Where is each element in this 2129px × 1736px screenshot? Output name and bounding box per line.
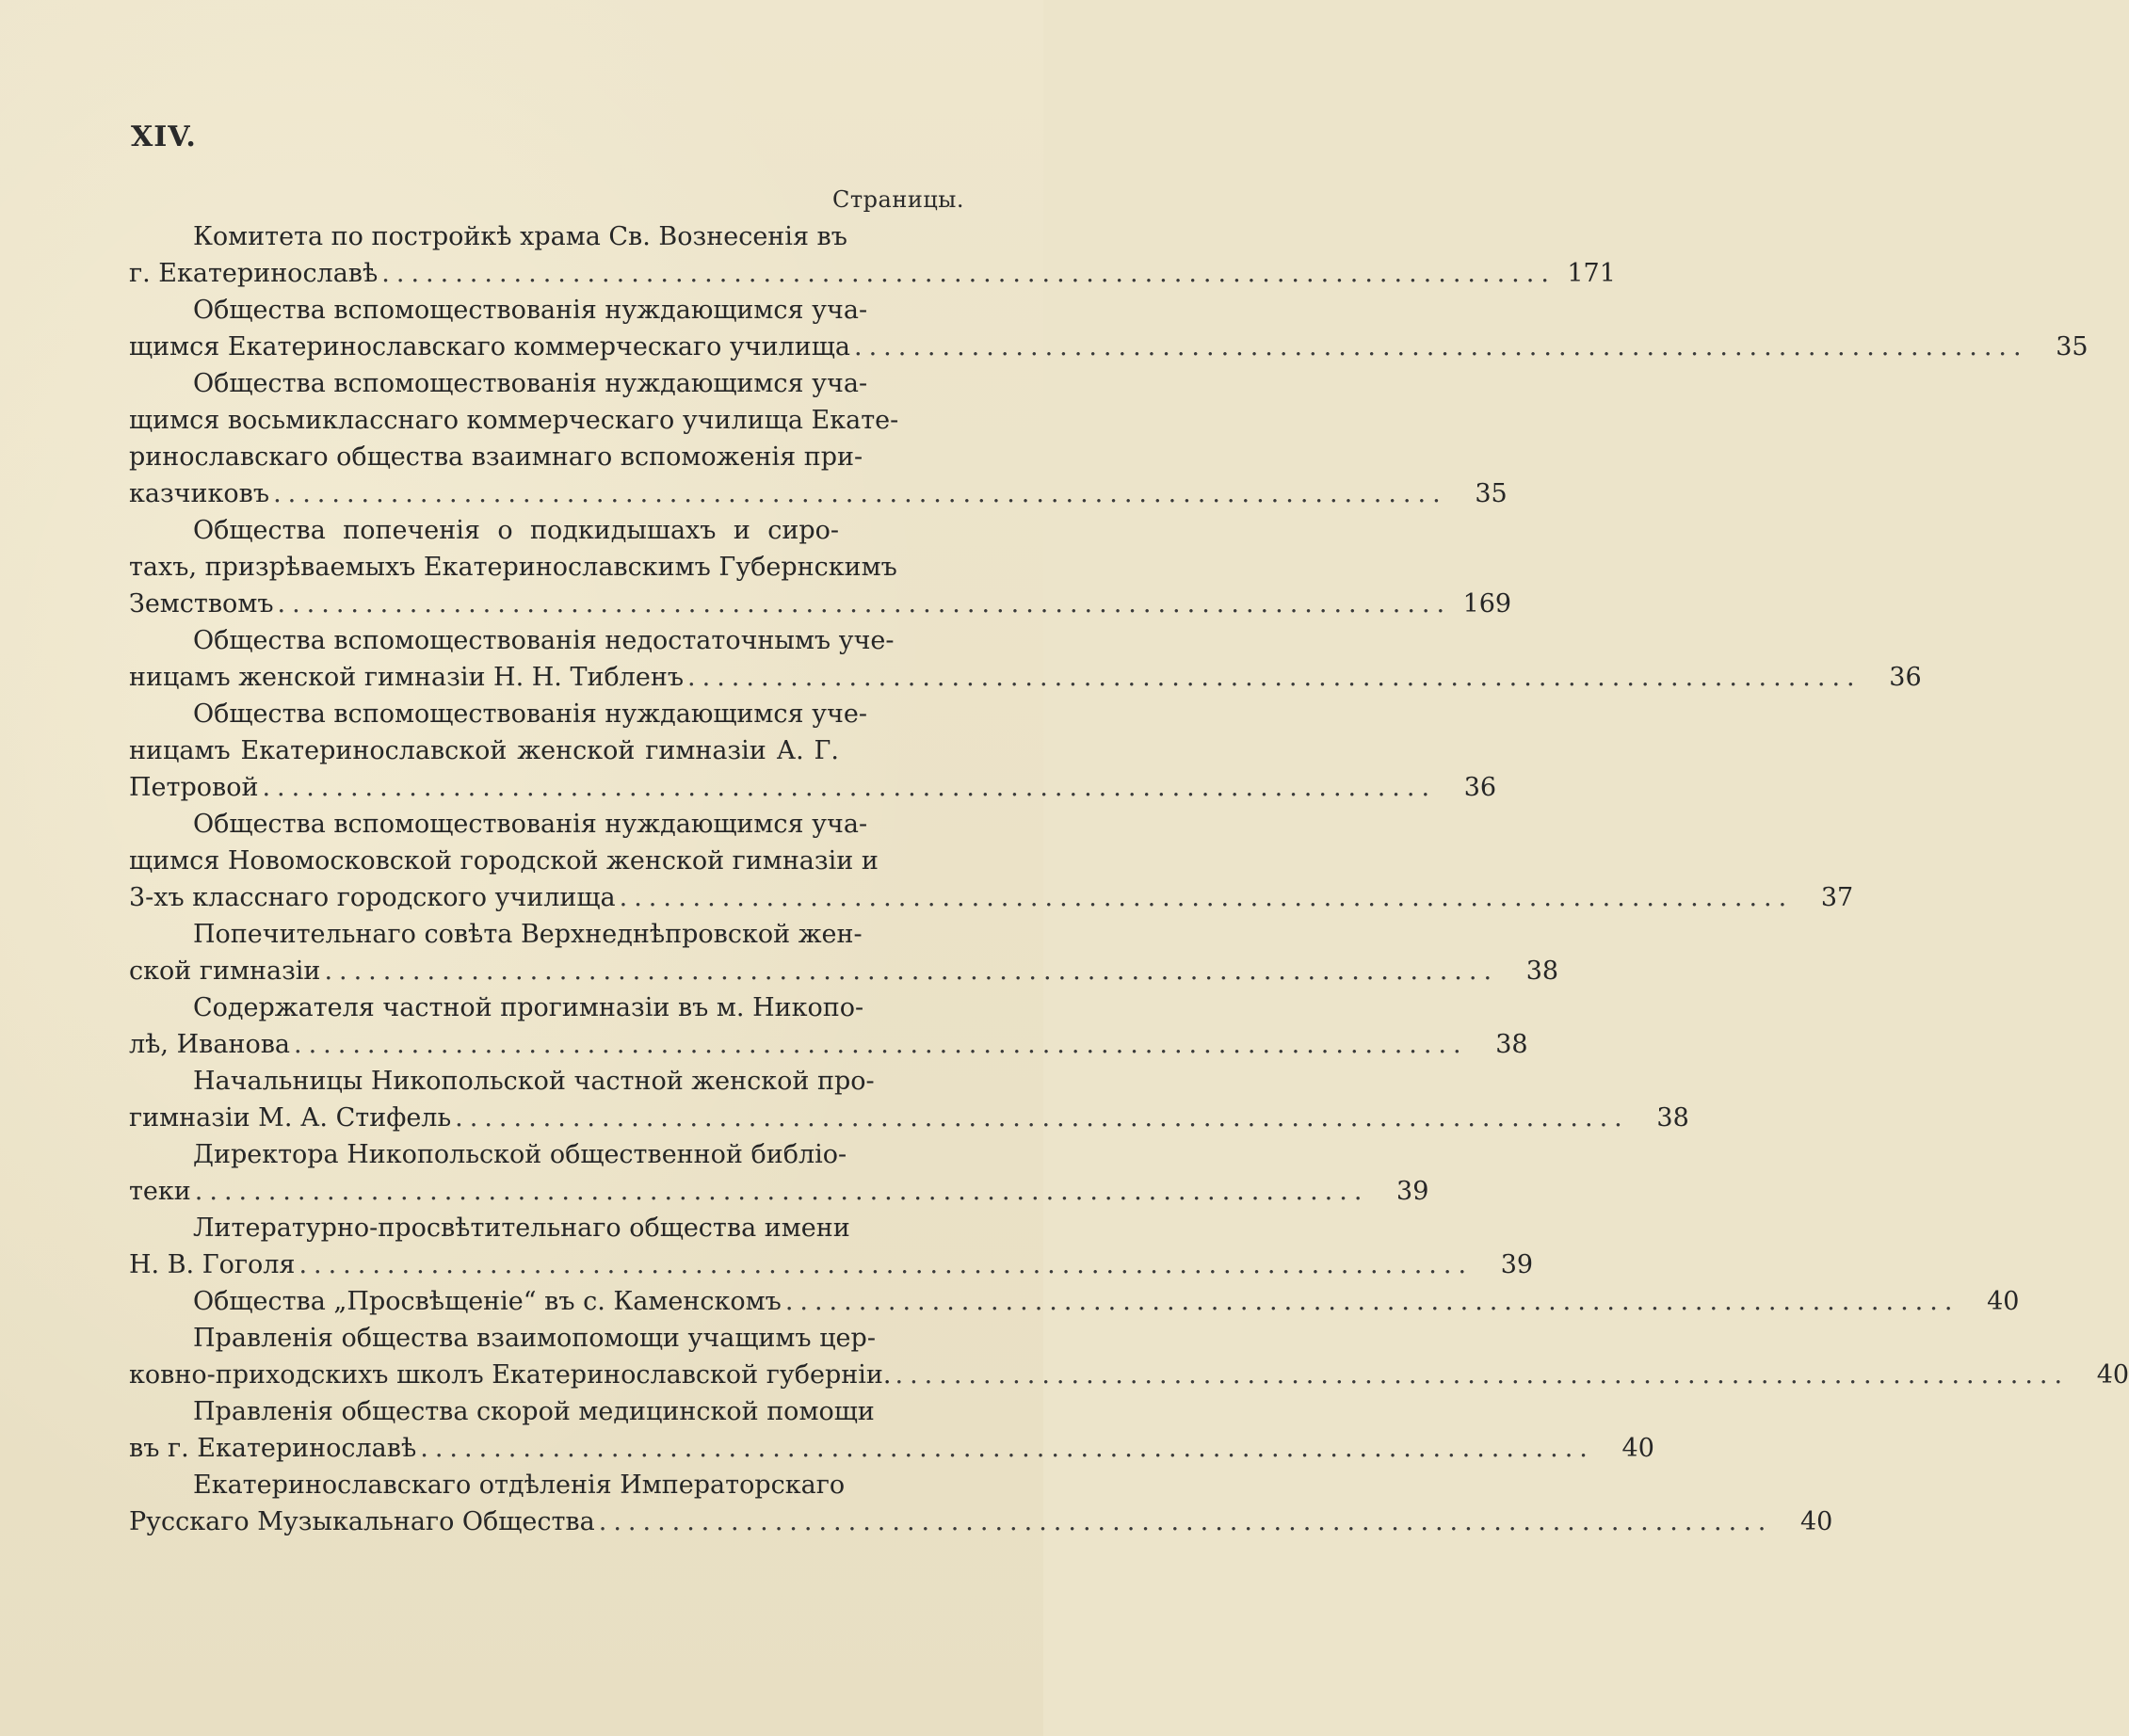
toc-entry-text: щимся Екатеринославскаго коммерческаго училища (129, 332, 850, 362)
toc-entry-text: Правленія общества взаимопомощи учащимъ цер- (193, 1324, 876, 1353)
toc-entry-page: 171 (1567, 259, 1616, 288)
toc-entry-text: 3-хъ класснаго городского училища (129, 883, 616, 912)
toc-entry (129, 1210, 1534, 1283)
toc-entry (129, 696, 1497, 806)
toc-entry-page: 36 (1463, 773, 1497, 802)
toc-entry-text: ской гимназіи (129, 956, 321, 986)
toc-entry-text: Начальницы Никопольской частной женской про- (193, 1067, 875, 1096)
toc-entry-text: Правленія общества скорой медицинской помощи (193, 1397, 875, 1426)
dot-leader: ................................................................................ (619, 883, 1794, 912)
toc-entry (129, 989, 1528, 1063)
toc-entry-text: Общества вспомоществованія нуждающимся уча- (193, 369, 868, 398)
toc-entry-text: Общества вспомоществованія нуждающимся уча- (193, 296, 868, 325)
dot-leader: ................................................................................ (598, 1507, 1773, 1536)
toc-entry-text: ницамъ Екатеринославской женской гимназіи А. Г. (129, 736, 839, 765)
toc-entry-last-line (129, 1283, 2020, 1320)
toc-entry (129, 916, 1559, 989)
toc-entry-page: 39 (1500, 1250, 1534, 1279)
toc-entry-last-line (129, 1503, 1833, 1540)
toc-entry-last-line (129, 1357, 2129, 1393)
toc-entry-page: 35 (1475, 479, 1508, 508)
toc-entry-last-line (129, 1100, 1689, 1136)
toc-entry-last-line (129, 329, 2089, 365)
toc-entry-text: щимся Новомосковской городской женской гимназіи и (129, 846, 879, 876)
table-of-contents (129, 218, 2129, 1540)
dot-leader: ................................................................................ (277, 589, 1452, 619)
toc-entry-last-line (129, 1026, 1528, 1063)
toc-entry (129, 1320, 2129, 1393)
toc-entry-text: Комитета по постройкѣ храма Св. Вознесенія въ (193, 222, 847, 251)
toc-entry-last-line (129, 1246, 1534, 1283)
toc-entry-text: Директора Никопольской общественной библіо- (193, 1140, 847, 1169)
toc-entry-last-line (129, 659, 1922, 696)
toc-entry-page: 38 (1525, 956, 1559, 986)
toc-entry-page: 37 (1820, 883, 1854, 912)
dot-leader: ................................................................................ (854, 332, 2028, 362)
toc-entry-text: ковно-приходскихъ школъ Екатеринославской губерніи. (129, 1360, 892, 1390)
dot-leader: ................................................................................ (895, 1360, 2070, 1390)
toc-entry-text: Общества вспомоществованія нуждающимся уче- (193, 699, 868, 729)
toc-entry-page: 35 (2056, 332, 2089, 362)
toc-entry-page: 169 (1462, 589, 1512, 619)
dot-leader: ................................................................................ (784, 1287, 1960, 1316)
dot-leader: ................................................................................ (381, 259, 1556, 288)
toc-entry-page: 40 (2096, 1360, 2129, 1390)
dot-leader: ................................................................................ (273, 479, 1447, 508)
toc-entry-text: г. Екатеринославѣ (129, 259, 379, 288)
toc-entry-text: Общества вспомоществованія нуждающимся уча- (193, 810, 868, 839)
page-number: XIV. (131, 121, 197, 153)
dot-leader: ................................................................................ (298, 1250, 1474, 1279)
toc-entry-page: 40 (1987, 1287, 2020, 1316)
toc-entry-last-line (129, 879, 1854, 916)
toc-entry-text: ринославскаго общества взаимнаго вспоможенія при- (129, 442, 863, 472)
toc-entry-text: Екатеринославскаго отдѣленія Императорскаго (193, 1471, 846, 1500)
dot-leader: ................................................................................ (455, 1103, 1629, 1133)
toc-entry (129, 512, 1512, 622)
toc-entry (129, 218, 1616, 292)
toc-entry (129, 1283, 2020, 1320)
toc-entry-text: казчиковъ (129, 479, 270, 508)
toc-entry-page: 39 (1396, 1177, 1429, 1206)
toc-entry-page: 38 (1656, 1103, 1689, 1133)
dot-leader: ................................................................................ (420, 1434, 1594, 1463)
toc-entry-last-line (129, 586, 1512, 622)
toc-entry-text: Общества попеченія о подкидышахъ и сиро- (193, 516, 839, 545)
toc-entry (129, 1467, 1833, 1540)
toc-entry-last-line (129, 1173, 1429, 1210)
toc-entry-text: Общества вспомоществованія недостаточнымъ уче- (193, 626, 895, 655)
dot-leader: ................................................................................ (324, 956, 1499, 986)
toc-entry-last-line (129, 475, 1508, 512)
toc-entry-last-line (129, 255, 1616, 292)
toc-entry-text: ницамъ женской гимназіи Н. Н. Тибленъ (129, 663, 685, 692)
dot-leader: ................................................................................ (194, 1177, 1369, 1206)
toc-entry-last-line (129, 1430, 1654, 1467)
toc-entry-text: Общества „Просвѣщеніе“ въ с. Каменскомъ (193, 1287, 782, 1316)
column-header-pages: Страницы. (832, 186, 964, 213)
toc-entry-text: Литературно-просвѣтительнаго общества имени (193, 1214, 850, 1243)
dot-leader: ................................................................................ (294, 1030, 1468, 1059)
toc-entry-text: Содержателя частной прогимназіи въ м. Никопо- (193, 993, 864, 1022)
toc-entry-text: Петровой (129, 773, 259, 802)
toc-entry-text: въ г. Екатеринославѣ (129, 1434, 417, 1463)
toc-entry-text: лѣ, Иванова (129, 1030, 290, 1059)
toc-entry-last-line (129, 953, 1559, 989)
toc-entry-text: Н. В. Гоголя (129, 1250, 296, 1279)
toc-entry (129, 1063, 1689, 1136)
toc-entry (129, 365, 1508, 512)
toc-entry-page: 40 (1621, 1434, 1654, 1463)
toc-entry (129, 1393, 1654, 1467)
toc-entry-text: щимся восьмикласснаго коммерческаго училища Екате- (129, 406, 899, 435)
toc-entry (129, 806, 1854, 916)
toc-entry-text: Попечительнаго совѣта Верхнеднѣпровской жен- (193, 920, 863, 949)
toc-entry-page: 38 (1495, 1030, 1528, 1059)
toc-entry-last-line (129, 769, 1497, 806)
toc-entry-text: Русскаго Музыкальнаго Общества (129, 1507, 595, 1536)
toc-entry (129, 292, 2089, 365)
toc-entry-text: тахъ, призрѣваемыхъ Екатеринославскимъ Губернскимъ (129, 553, 897, 582)
toc-entry-text: Земствомъ (129, 589, 274, 619)
toc-entry-page: 36 (1889, 663, 1922, 692)
toc-entry (129, 1136, 1429, 1210)
dot-leader: ................................................................................ (687, 663, 1862, 692)
dot-leader: ................................................................................ (262, 773, 1437, 802)
toc-entry (129, 622, 1922, 696)
toc-entry-text: теки (129, 1177, 191, 1206)
toc-entry-text: гимназіи М. А. Стифель (129, 1103, 452, 1133)
toc-entry-page: 40 (1799, 1507, 1833, 1536)
